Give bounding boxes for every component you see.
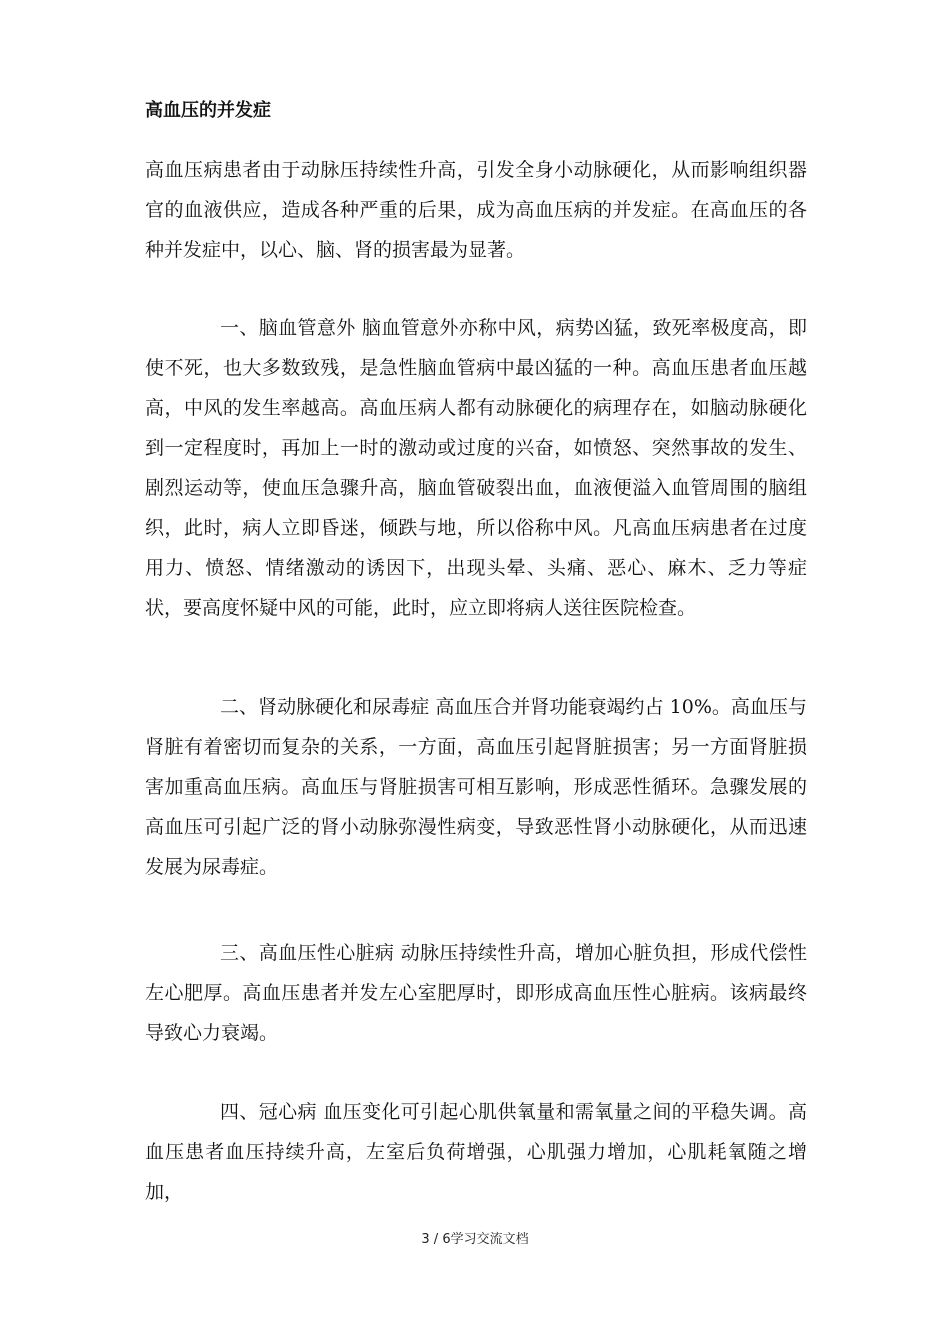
document-title: 高血压的并发症 (145, 100, 271, 121)
paragraph-coronary: 四、冠心病 血压变化可引起心肌供氧量和需氧量之间的平稳失调。高血压患者血压持续升高，左室后负荷增强，心肌强力增加，心肌耗氧随之增加， (145, 1101, 807, 1203)
paragraph-stroke: 一、脑血管意外 脑血管意外亦称中风，病势凶猛，致死率极度高，即使不死，也大多数致残，是急性脑血管病中最凶猛的一种。高血压患者血压越高，中风的发生率越高。高血压病人都有动脉硬化的病理存在，如脑动脉硬化到一定程度时，再加上一时的激动或过度的兴奋，如愤怒、突然事故的发生、剧烈运动等，使血压急骤升高，脑血管破裂出血，血液便溢入血管周围的脑组织，此时，病人立即昏迷，倾跌与地，所以俗称中风。凡高血压病患者在过度用力、愤怒、情绪激动的诱因下，出现头晕、头痛、恶心、麻木、乏力等症状，要高度怀疑中风的可能，此时，应立即将病人送往医院检查。 (145, 317, 807, 619)
paragraph-heart-disease: 三、高血压性心脏病 动脉压持续性升高，增加心脏负担，形成代偿性左心肥厚。高血压患者并发左心室肥厚时，即形成高血压性心脏病。该病最终导致心力衰竭。 (145, 942, 807, 1044)
page-footer: 3 / 6学习交流文档 (421, 1232, 529, 1247)
paragraph-intro: 高血压病患者由于动脉压持续性升高，引发全身小动脉硬化，从而影响组织器官的血液供应，造成各种严重的后果，成为高血压病的并发症。在高血压的各种并发症中，以心、脑、肾的损害最为显著。 (145, 159, 807, 261)
paragraph-kidney: 二、肾动脉硬化和尿毒症 高血压合并肾功能衰竭约占 10%。高血压与肾脏有着密切而复杂的关系，一方面，高血压引起肾脏损害；另一方面肾脏损害加重高血压病。高血压与肾脏损害可相互影响，形成恶性循环。急骤发展的高血压可引起广泛的肾小动脉弥漫性病变，导致恶性肾小动脉硬化，从而迅速发展为尿毒症。 (145, 696, 807, 878)
